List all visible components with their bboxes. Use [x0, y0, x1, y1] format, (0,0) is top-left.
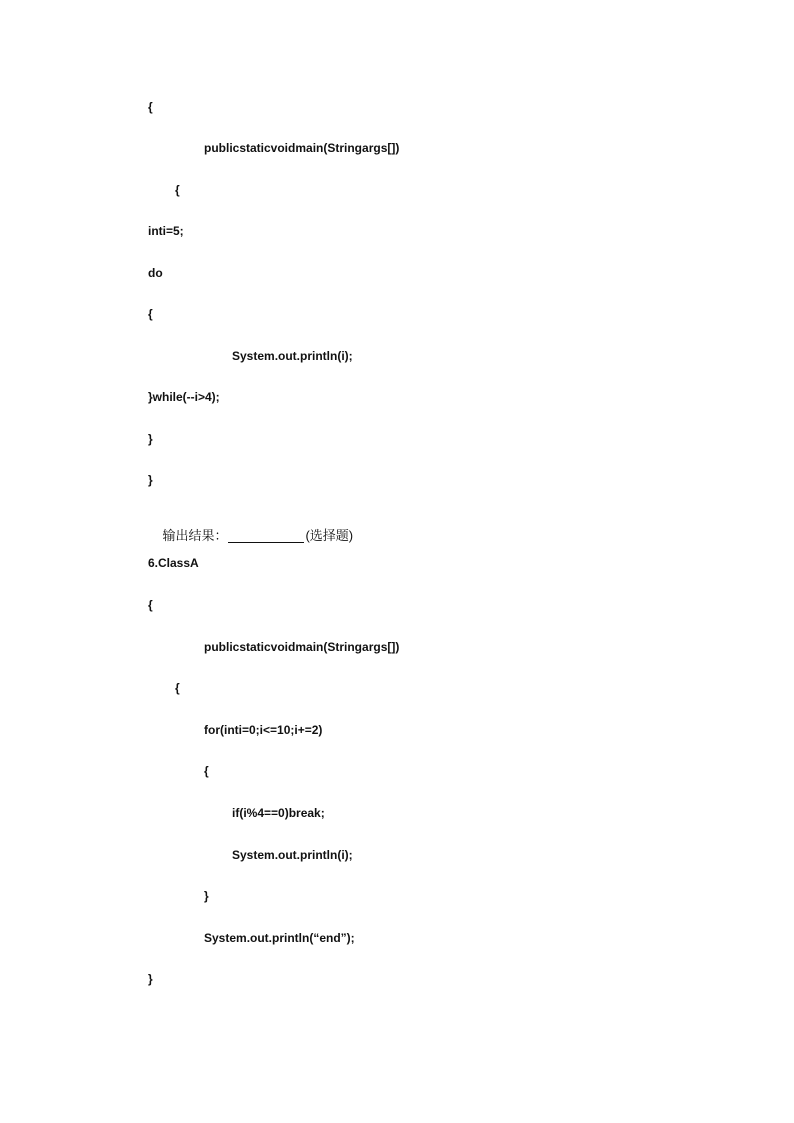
question-prefix: 输出结果：: [162, 528, 228, 543]
open-brace: {: [148, 100, 153, 114]
method-open-brace: {: [175, 183, 180, 197]
method-open-brace-2: {: [175, 681, 180, 695]
for-open-brace: {: [204, 764, 209, 778]
do-open-brace: {: [148, 307, 153, 321]
main-method-signature: publicstaticvoidmain(Stringargs[]): [204, 141, 400, 155]
do-keyword: do: [148, 266, 163, 280]
main-method-signature-2: publicstaticvoidmain(Stringargs[]): [204, 640, 400, 654]
print-statement: System.out.println(i);: [232, 349, 353, 363]
class-open-brace: {: [148, 598, 153, 612]
if-break-statement: if(i%4==0)break;: [232, 806, 325, 820]
answer-blank: [228, 530, 304, 543]
question-suffix: (选择题): [305, 528, 354, 543]
class-header: 6.ClassA: [148, 556, 199, 570]
for-loop-header: for(inti=0;i<=10;i+=2): [204, 723, 323, 737]
class-close-brace: }: [148, 473, 153, 487]
for-close-brace: }: [204, 889, 209, 903]
output-question: [148, 515, 353, 557]
method-close-brace: }: [148, 432, 153, 446]
variable-declaration: inti=5;: [148, 224, 184, 238]
method-close-brace-2: }: [148, 972, 153, 986]
while-condition: }while(--i>4);: [148, 390, 220, 404]
print-end-statement: System.out.println(“end”);: [204, 931, 355, 945]
print-statement-2: System.out.println(i);: [232, 848, 353, 862]
